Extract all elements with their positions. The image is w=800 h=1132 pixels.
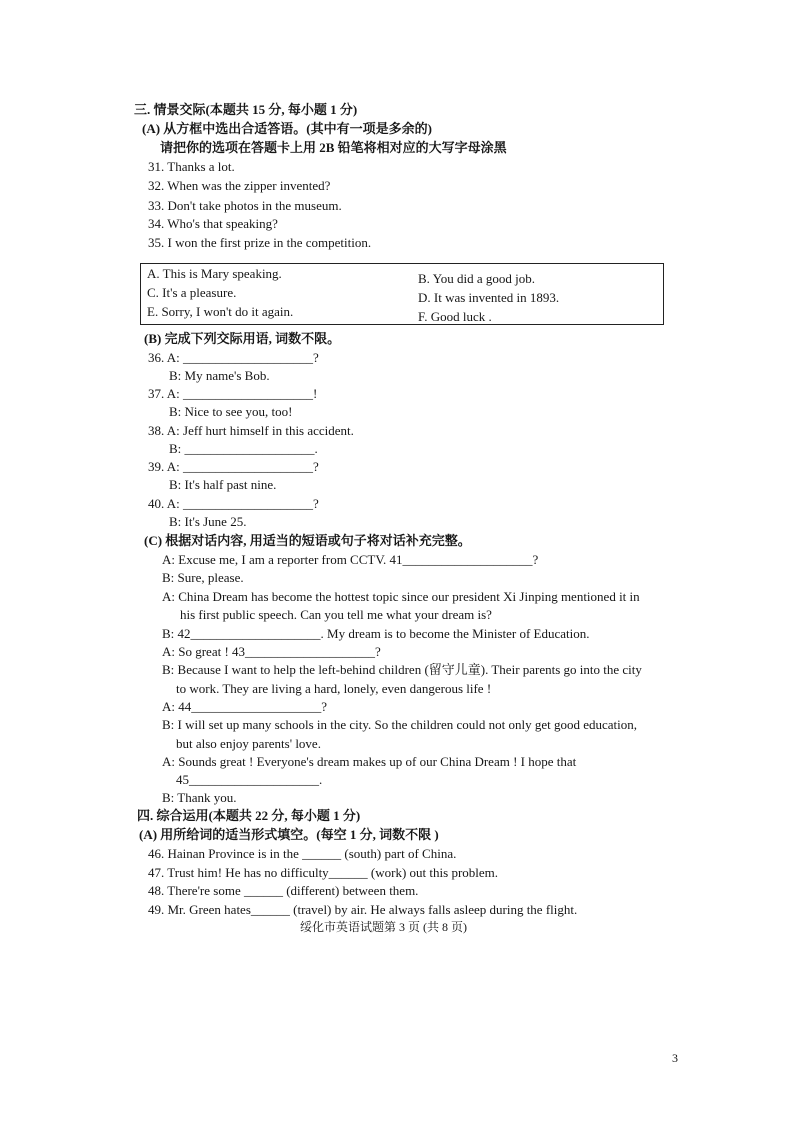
page-footer: 绥化市英语试题第 3 页 (共 8 页) [300,920,467,934]
question-35: 35. I won the first prize in the competition. [148,235,372,250]
dialog-36-b: B: My name's Bob. [169,368,270,383]
question-33: 33. Don't take photos in the museum. [148,198,342,213]
option-b: B. You did a good job. [418,271,536,286]
dialog-c-line-13: 45____________________. [176,772,323,787]
option-d: D. It was invented in 1893. [418,290,560,305]
question-48: 48. There're some ______ (different) between them. [148,883,419,898]
dialog-c-line-12: A: Sounds great ! Everyone's dream makes up of our China Dream ! I hope that [162,754,577,769]
dialog-37-a: 37. A: ____________________! [148,386,318,401]
dialog-c-line-11: but also enjoy parents' love. [176,736,321,751]
option-e: E. Sorry, I won't do it again. [147,304,294,319]
option-a: A. This is Mary speaking. [147,266,282,281]
option-f: F. Good luck . [418,309,492,324]
option-c: C. It's a pleasure. [147,285,237,300]
dialog-c-line-2: B: Sure, please. [162,570,244,585]
dialog-37-b: B: Nice to see you, too! [169,404,293,419]
dialog-c-line-8: to work. They are living a hard, lonely, even dangerous life ! [176,681,492,696]
partA-title: (A) 从方框中选出合适答语。(其中有一项是多余的) [142,121,432,136]
dialog-c-line-3: A: China Dream has become the hottest topic since our president Xi Jinping mentioned it in [162,589,640,604]
dialog-38-b: B: ____________________. [169,441,318,456]
dialog-c-line-14: B: Thank you. [162,790,237,805]
question-49: 49. Mr. Green hates______ (travel) by air. He always falls asleep during the flight. [148,902,578,917]
question-47: 47. Trust him! He has no difficulty______ (work) out this problem. [148,865,499,880]
partB-title: (B) 完成下列交际用语, 词数不限。 [144,331,341,346]
dialog-c-line-1: A: Excuse me, I am a reporter from CCTV. 41____________________? [162,552,539,567]
dialog-c-line-6: A: So great ! 43____________________? [162,644,381,659]
question-46: 46. Hainan Province is in the ______ (south) part of China. [148,846,457,861]
dialog-c-line-10: B: I will set up many schools in the city. So the children could not only get good education, [162,717,638,732]
dialog-39-b: B: It's half past nine. [169,477,277,492]
dialog-c-line-9: A: 44____________________? [162,699,328,714]
section4-title: 四. 综合运用(本题共 22 分, 每小题 1 分) [137,808,361,823]
dialog-40-b: B: It's June 25. [169,514,247,529]
section4-partA-title: (A) 用所给词的适当形式填空。(每空 1 分, 词数不限 ) [139,827,439,842]
dialog-39-a: 39. A: ____________________? [148,459,319,474]
dialog-c-line-7: B: Because I want to help the left-behind children (留守儿童). Their parents go into the city [162,662,642,677]
page-number: 3 [672,1051,678,1065]
partA-instruction: 请把你的选项在答题卡上用 2B 铅笔将相对应的大写字母涂黑 [160,140,507,155]
dialog-c-line-4: his first public speech. Can you tell me what your dream is? [180,607,492,622]
dialog-38-a: 38. A: Jeff hurt himself in this accident. [148,423,354,438]
question-31: 31. Thanks a lot. [148,159,235,174]
partC-title: (C) 根据对话内容, 用适当的短语或句子将对话补充完整。 [144,533,471,548]
question-34: 34. Who's that speaking? [148,216,278,231]
section3-title: 三. 情景交际(本题共 15 分, 每小题 1 分) [134,102,358,117]
dialog-c-line-5: B: 42____________________. My dream is to become the Minister of Education. [162,626,590,641]
question-32: 32. When was the zipper invented? [148,178,331,193]
dialog-36-a: 36. A: ____________________? [148,350,319,365]
dialog-40-a: 40. A: ____________________? [148,496,319,511]
